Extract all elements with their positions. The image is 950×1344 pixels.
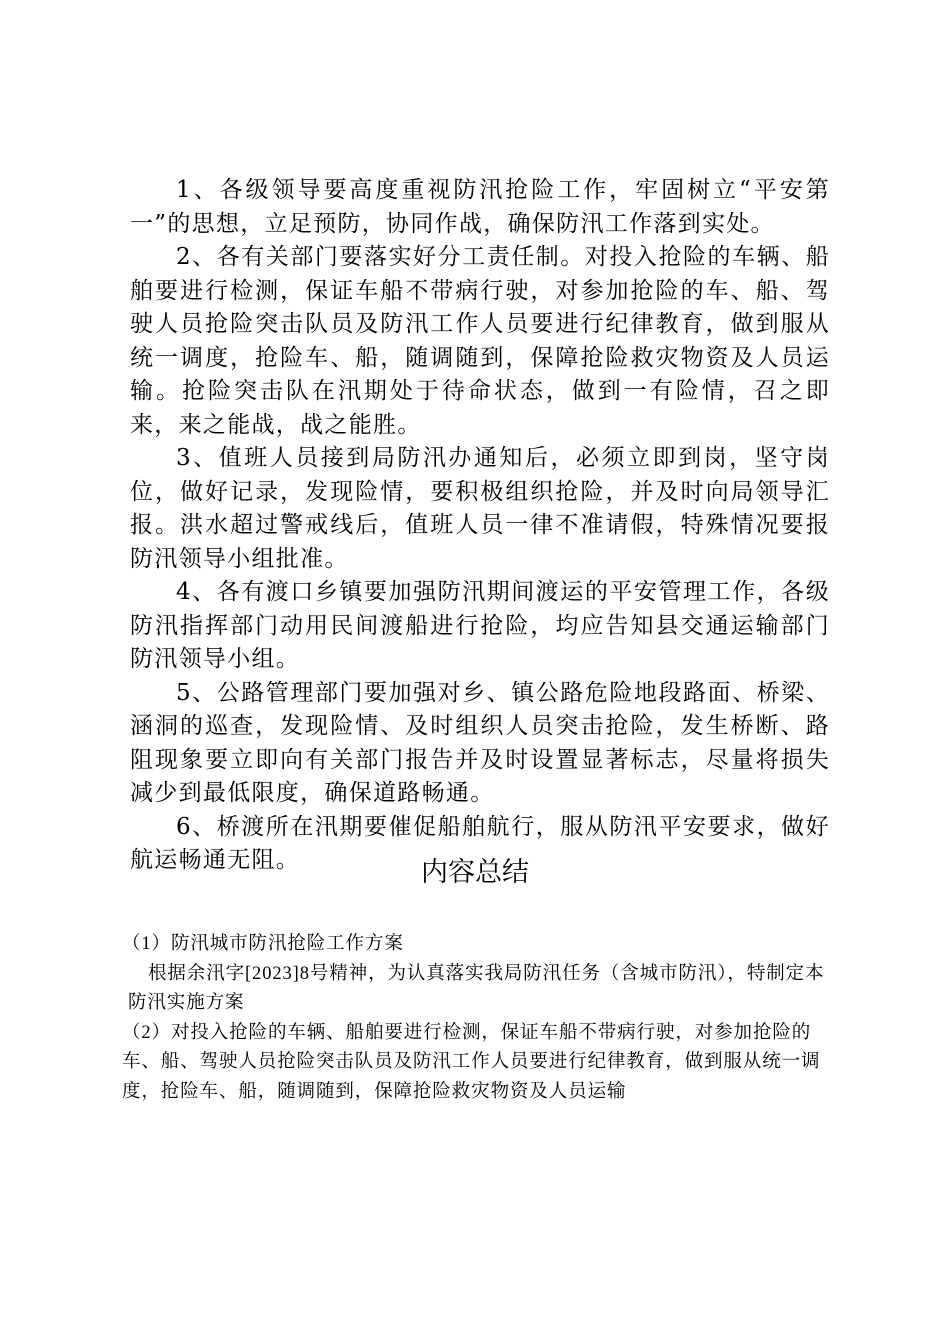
paragraph-3: 3、值班人员接到局防汛办通知后，必须立即到岗，坚守岗位，做好记录，发现险情，要积极组织抢险，并及时向局领导汇报。洪水超过警戒线后，值班人员一律不准请假，特殊情况要报防汛领导小组批准。 bbox=[130, 445, 830, 572]
paragraph-6: 6、桥渡所在汛期要催促船舶航行，服从防汛平安要求，做好航运畅通无阻。 bbox=[130, 813, 830, 873]
summary-item-3: （2）对投入抢险的车辆、船舶要进行检测，保证车船不带病行驶，对参加抢险的车、船、驾驶人员抢险突击队员及防汛工作人员要进行纪律教育，做到服从统一调度，抢险车、船，随调随到，保障抢险救灾物资及人员运输 bbox=[122, 1022, 821, 1102]
summary-item-2: 根据余汛字[2023]8号精神，为认真落实我局防汛任务（含城市防汛），特制定本防汛实施方案 bbox=[128, 963, 825, 1013]
summary-item-1: （1）防汛城市防汛抢险工作方案 bbox=[122, 934, 404, 954]
paragraph-2: 2、各有关部门要落实好分工责任制。对投入抢险的车辆、船舶要进行检测，保证车船不带病行驶，对参加抢险的车、船、驾驶人员抢险突击队员及防汛工作人员要进行纪律教育，做到服从统一调度，抢险车、船，随调随到，保障抢险救灾物资及人员运输。抢险突击队在汛期处于待命状态，做到一有险情，召之即来，来之能战，战之能胜。 bbox=[130, 244, 830, 438]
summary-title: 内容总结 bbox=[421, 857, 529, 888]
paragraph-4: 4、各有渡口乡镇要加强防汛期间渡运的平安管理工作，各级防汛指挥部门动用民间渡船进行抢险，均应告知县交通运输部门防汛领导小组。 bbox=[130, 579, 830, 672]
paragraph-5: 5、公路管理部门要加强对乡、镇公路危险地段路面、桥梁、涵洞的巡查，发现险情、及时组织人员突击抢险，发生桥断、路阻现象要立即向有关部门报告并及时设置显著标志，尽量将损失减少到最低限度，确保道路畅通。 bbox=[130, 679, 830, 806]
document-body bbox=[130, 174, 830, 878]
paragraph-1: 1、各级领导要高度重视防汛抢险工作，牢固树立“平安第一”的思想，立足预防，协同作战，确保防汛工作落到实处。 bbox=[130, 177, 830, 237]
summary-section bbox=[122, 930, 838, 1107]
